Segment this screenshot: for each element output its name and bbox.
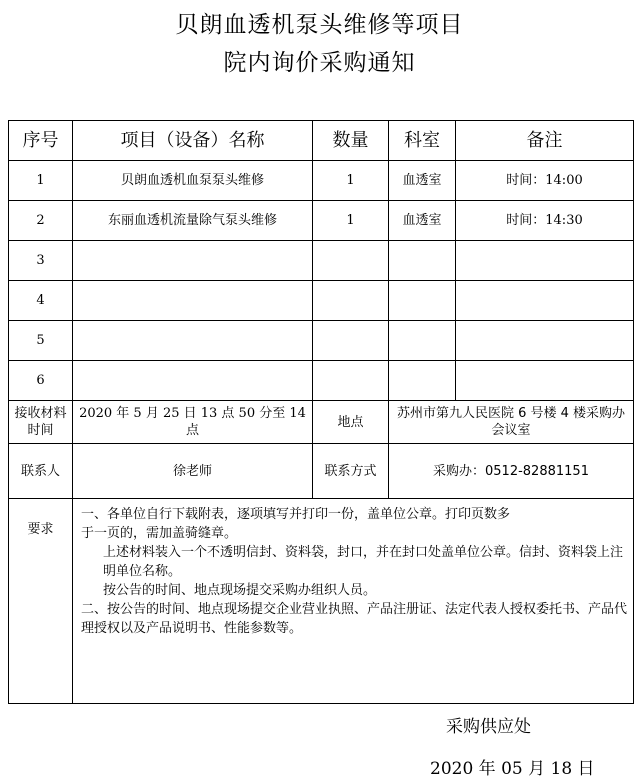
row-index: 5: [9, 321, 73, 361]
row-item: 贝朗血透机血泵泵头维修: [73, 161, 313, 201]
row-note: 时间：14:00: [456, 161, 634, 201]
contact-method-value: 采购办：0512-82881151: [389, 444, 634, 499]
row-index: 4: [9, 281, 73, 321]
header-note: 备注: [456, 121, 634, 161]
header-dept: 科室: [389, 121, 456, 161]
requirements-label: 要求: [9, 499, 73, 704]
header-index: 序号: [9, 121, 73, 161]
header-qty: 数量: [313, 121, 389, 161]
row-qty: [313, 361, 389, 401]
row-qty: [313, 321, 389, 361]
row-qty: [313, 241, 389, 281]
table-row: [9, 361, 634, 401]
receive-time-value: 2020 年 5 月 25 日 13 点 50 分至 14 点: [73, 401, 313, 444]
row-note: [456, 321, 634, 361]
requirement-line: 于一页的，需加盖骑缝章。: [81, 526, 238, 541]
row-item: [73, 241, 313, 281]
contact-row: [9, 444, 634, 499]
table-row: [9, 281, 634, 321]
document-title: 贝朗血透机泵头维修等项目: [175, 12, 464, 38]
row-note: 时间：14:30: [456, 201, 634, 241]
requirement-line: 上述材料装入一个不透明信封、资料袋，封口，并在封口处盖单位公章。信封、资料袋上注明单位名称。: [103, 545, 624, 579]
place-value: 苏州市第九人民医院 6 号楼 4 楼采购办会议室: [389, 401, 634, 444]
row-dept: [389, 241, 456, 281]
row-dept: 血透室: [389, 201, 456, 241]
contact-name: 徐老师: [73, 444, 313, 499]
row-item: [73, 321, 313, 361]
row-qty: 1: [313, 161, 389, 201]
row-index: 1: [9, 161, 73, 201]
row-dept: [389, 321, 456, 361]
table-row: [9, 201, 634, 241]
requirements-row: [9, 499, 634, 704]
table-header-row: [9, 121, 634, 161]
document-subtitle: 院内询价采购通知: [223, 50, 416, 76]
table-row: [9, 161, 634, 201]
row-dept: [389, 281, 456, 321]
row-note: [456, 241, 634, 281]
row-index: 2: [9, 201, 73, 241]
requirement-line: 按公告的时间、地点现场提交采购办组织人员。: [103, 583, 377, 598]
requirements-content: [73, 499, 634, 704]
table-row: [9, 321, 634, 361]
row-item: [73, 361, 313, 401]
row-index: 3: [9, 241, 73, 281]
row-dept: 血透室: [389, 161, 456, 201]
table-row: [9, 241, 634, 281]
issuing-department: 采购供应处: [446, 717, 531, 737]
row-item: [73, 281, 313, 321]
requirement-line: 二、按公告的时间、地点现场提交企业营业执照、产品注册证、法定代表人授权委托书、产品代理授权以及产品说明书、性能参数等。: [81, 602, 628, 636]
row-dept: [389, 361, 456, 401]
row-note: [456, 281, 634, 321]
row-qty: 1: [313, 201, 389, 241]
contact-method-label: 联系方式: [313, 444, 389, 499]
receive-row: [9, 401, 634, 444]
requirement-line: 一、各单位自行下载附表，逐项填写并打印一份，盖单位公章。打印页数多: [81, 507, 511, 522]
place-label: 地点: [313, 401, 389, 444]
row-item: 东丽血透机流量除气泵头维修: [73, 201, 313, 241]
issue-date: 2020 年 05 月 18 日: [430, 759, 595, 779]
receive-time-label: 接收材料时间: [9, 401, 73, 444]
inquiry-table: [8, 120, 634, 704]
row-qty: [313, 281, 389, 321]
contact-label: 联系人: [9, 444, 73, 499]
header-item: 项目（设备）名称: [73, 121, 313, 161]
row-note: [456, 361, 634, 401]
row-index: 6: [9, 361, 73, 401]
